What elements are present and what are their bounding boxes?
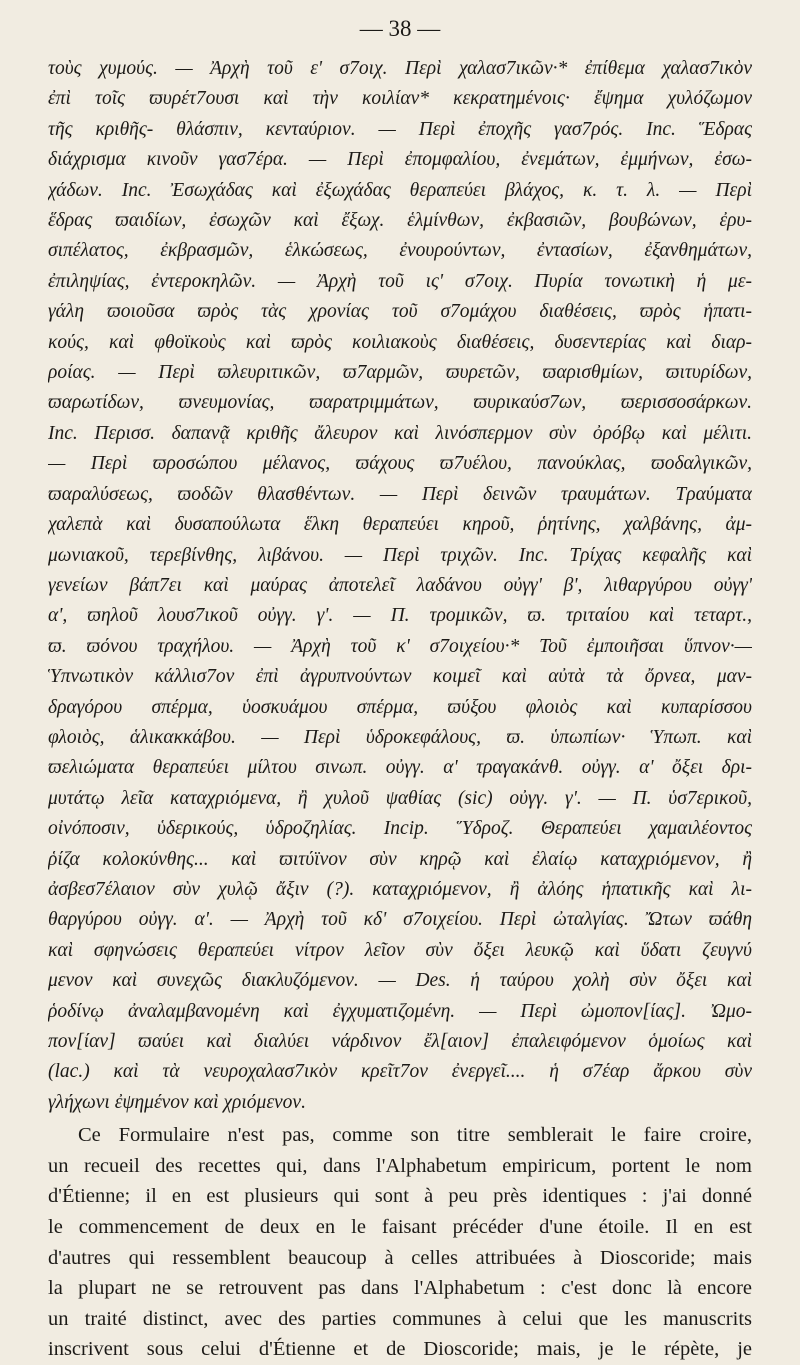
french-text-line: d'Étienne; il en est plusieurs qui sont à peu près identiques : j'ai donné	[48, 1185, 752, 1208]
greek-text-line: γάλη ϖοιοῦσα ϖρὸς τὰς χρονίας τοῦ σ7ομάχου διαθέσεις, ϖρὸς ἡπατι-	[48, 301, 752, 323]
greek-text-line: σιπέλατος, ἐκβρασμῶν, ἑλκώσεως, ἐνουρούντων, ἐντασίων, ἐξανθημάτων,	[48, 240, 752, 262]
greek-text-line: τῆς κριθῆς- θλάσπιν, κενταύριον. — Περὶ ἐποχῆς γασ7ρός. Inc. Ἕδρας	[48, 118, 752, 140]
greek-text-line: μενον καὶ συνεχῶς διακλυζόμενον. — Des. ἡ ταύρου χολὴ σὺν ὄξει καὶ	[48, 970, 752, 992]
greek-text-line: α', ϖηλοῦ λουσ7ικοῦ οὐγγ. γ'. — Π. τρομικῶν, ϖ. τριταίου καὶ τεταρτ.,	[48, 605, 752, 627]
greek-text-line: ῥίζα κολοκύνθης... καὶ ϖιτύϊνον σὺν κηρῷ καὶ ἐλαίῳ καταχριόμενον, ἢ	[48, 848, 752, 870]
greek-text-line: (lac.) καὶ τὰ νευροχαλασ7ικὸν κρεῖτ7ον ἐνεργεῖ.... ἡ σ7έαρ ἄρκου σὺν	[48, 1061, 752, 1083]
greek-text-line: φλοιὸς, ἁλικακκάβου. — Περὶ ὑδροκεφάλους, ϖ. ὑπωπίων· Ὑπωπ. καὶ	[48, 726, 752, 748]
french-text-line: Ce Formulaire n'est pas, comme son titre semblerait le faire croire,	[78, 1124, 752, 1147]
greek-text-line: ϖελιώματα θεραπεύει μίλτου σινωπ. οὐγγ. α' τραγακάνθ. οὐγγ. α' ὄξει δρι-	[48, 757, 752, 779]
french-paragraph	[48, 1120, 752, 1365]
greek-text-line: μωνιακοῦ, τερεβίνθης, λιβάνου. — Περὶ τριχῶν. Inc. Τρίχας κεφαλῆς καὶ	[48, 544, 752, 566]
greek-text-line: θαργύρου οὐγγ. α'. — Ἀρχὴ τοῦ κδ' σ7οιχείου. Περὶ ὠταλγίας. Ὤτων ϖάθη	[48, 909, 752, 931]
greek-text-line: μυτάτῳ λεῖα καταχριόμενα, ἢ χυλοῦ ψαθίας (sic) οὐγγ. γ'. — Π. ὑσ7ερικοῦ,	[48, 787, 752, 809]
french-text-line: d'autres qui ressemblent beaucoup à celles attribuées à Dioscoride; mais	[48, 1246, 752, 1269]
french-text-line: la plupart ne se retrouvent pas dans l'Alphabetum : c'est donc là encore	[48, 1277, 752, 1300]
greek-text-line: γενείων βάπ7ει καὶ μαύρας ἀποτελεῖ λαδάνου οὐγγ' β', λιθαργύρου οὐγγ'	[48, 574, 752, 596]
french-text-line: un traité distinct, avec des parties communes à celui que les manuscrits	[48, 1307, 752, 1330]
greek-text-line: ϖ. ϖόνου τραχήλου. — Ἀρχὴ τοῦ κ' σ7οιχείου·* Τοῦ ἐμποιῆσαι ὕπνον·—	[48, 635, 752, 657]
greek-text-line: καὶ σφηνώσεις θεραπεύει νίτρον λεῖον σὺν ὄξει λευκῷ καὶ ὕδατι ζευγνύ	[48, 939, 752, 961]
greek-text-line: Inc. Περισσ. δαπανᾷ κριθῆς ἄλευρον καὶ λινόσπερμον σὺν ὀρόβῳ καὶ μέλιτι.	[48, 422, 752, 444]
greek-text-line: οἰνόποσιν, ὑδερικούς, ὑδροζηλίας. Incip. Ὕδροζ. Θεραπεύει χαμαιλέοντος	[48, 818, 752, 840]
greek-text-line: τοὺς χυμούς. — Ἀρχὴ τοῦ ε' σ7οιχ. Περὶ χαλασ7ικῶν·* ἐπίθεμα χαλασ7ικὸν	[48, 58, 752, 79]
greek-text-line: χάδων. Inc. Ἐσωχάδας καὶ ἐξωχάδας θεραπεύει βλάχος, κ. τ. λ. — Περὶ	[48, 179, 752, 201]
greek-text-line: ἐπιληψίας, ἐντεροκηλῶν. — Ἀρχὴ τοῦ ις' σ7οιχ. Πυρία τονωτικὴ ἡ με-	[48, 270, 752, 292]
greek-text-line: ἐπὶ τοῖς ϖυρέτ7ουσι καὶ τὴν κοιλίαν* κεκρατημένοις· ἔψημα χυλόζωμον	[48, 88, 752, 110]
greek-text-line: ἕδρας ϖαιδίων, ἐσωχῶν καὶ ἔξωχ. ἑλμίνθων, ἐκβασιῶν, βουβώνων, ἐρυ-	[48, 210, 752, 232]
page-number: — 38 —	[359, 16, 441, 41]
greek-text-line: — Περὶ ϖροσώπου μέλανος, ϖάχους ϖ7υέλου, πανούκλας, ϖοδαλγικῶν,	[48, 453, 752, 475]
greek-text-line: πον[ίαν] ϖαύει καὶ διαλύει νάρδινον ἔλ[αιον] ἐπαλειφόμενον ὁμοίως καὶ	[48, 1031, 752, 1052]
greek-text-line: ϖαρωτίδων, ϖνευμονίας, ϖαρατριμμάτων, ϖυρικαύσ7ων, ϖερισσοσάρκων.	[48, 392, 752, 414]
french-text-line: un recueil des recettes qui, dans l'Alphabetum empiricum, portent le nom	[48, 1154, 752, 1177]
greek-text-line: ἀσβεσ7έλαιον σὺν χυλῷ ἄξιν (?). καταχριόμενον, ἢ ἀλόης ἡπατικῆς καὶ λι-	[48, 878, 752, 900]
greek-text-block	[48, 54, 752, 1118]
greek-text-line: Ὑπνωτικὸν κάλλισ7ον ἐπὶ ἀγρυπνούντων κοιμεῖ καὶ αὐτὰ τὰ ὄρνεα, μαν-	[48, 666, 752, 688]
french-text-line: le commencement de deux en le faisant précéder d'une étoile. Il en est	[48, 1216, 752, 1238]
greek-text-line: ροίας. — Περὶ ϖλευριτικῶν, ϖ7αρμῶν, ϖυρετῶν, ϖαρισθμίων, ϖιτυρίδων,	[48, 362, 752, 384]
greek-text-line: κούς, καὶ φθοϊκοὺς καὶ ϖρὸς κοιλιακοὺς διαθέσεις, δυσεντερίας καὶ διαρ-	[48, 331, 752, 353]
greek-text-line: χαλεπὰ καὶ δυσαπούλωτα ἕλκη θεραπεύει κηροῦ, ῥητίνης, χαλβάνης, ἀμ-	[48, 514, 752, 536]
greek-text-line: διάχρισμα κινοῦν γασ7έρα. — Περὶ ἐπομφαλίου, ἐνεμάτων, ἐμμήνων, ἐσω-	[48, 149, 752, 171]
french-text-line: inscrivent sous celui d'Étienne et de Dioscoride; mais, je le répète, je	[48, 1338, 752, 1361]
greek-text-line: γλήχωνι ἐψημένον καὶ χριόμενον.	[48, 1091, 306, 1113]
greek-text-line: δραγόρου σπέρμα, ὑοσκυάμου σπέρμα, ϖύξου φλοιὸς καὶ κυπαρίσσου	[48, 696, 752, 718]
greek-text-line: ϖαραλύσεως, ϖοδῶν θλασθέντων. — Περὶ δεινῶν τραυμάτων. Τραύματα	[48, 483, 752, 505]
greek-text-line: ῥοδίνῳ ἀναλαμβανομένη καὶ ἐγχυματιζομένη. — Περὶ ὠμοπον[ίας]. Ὠμο-	[48, 1000, 752, 1022]
